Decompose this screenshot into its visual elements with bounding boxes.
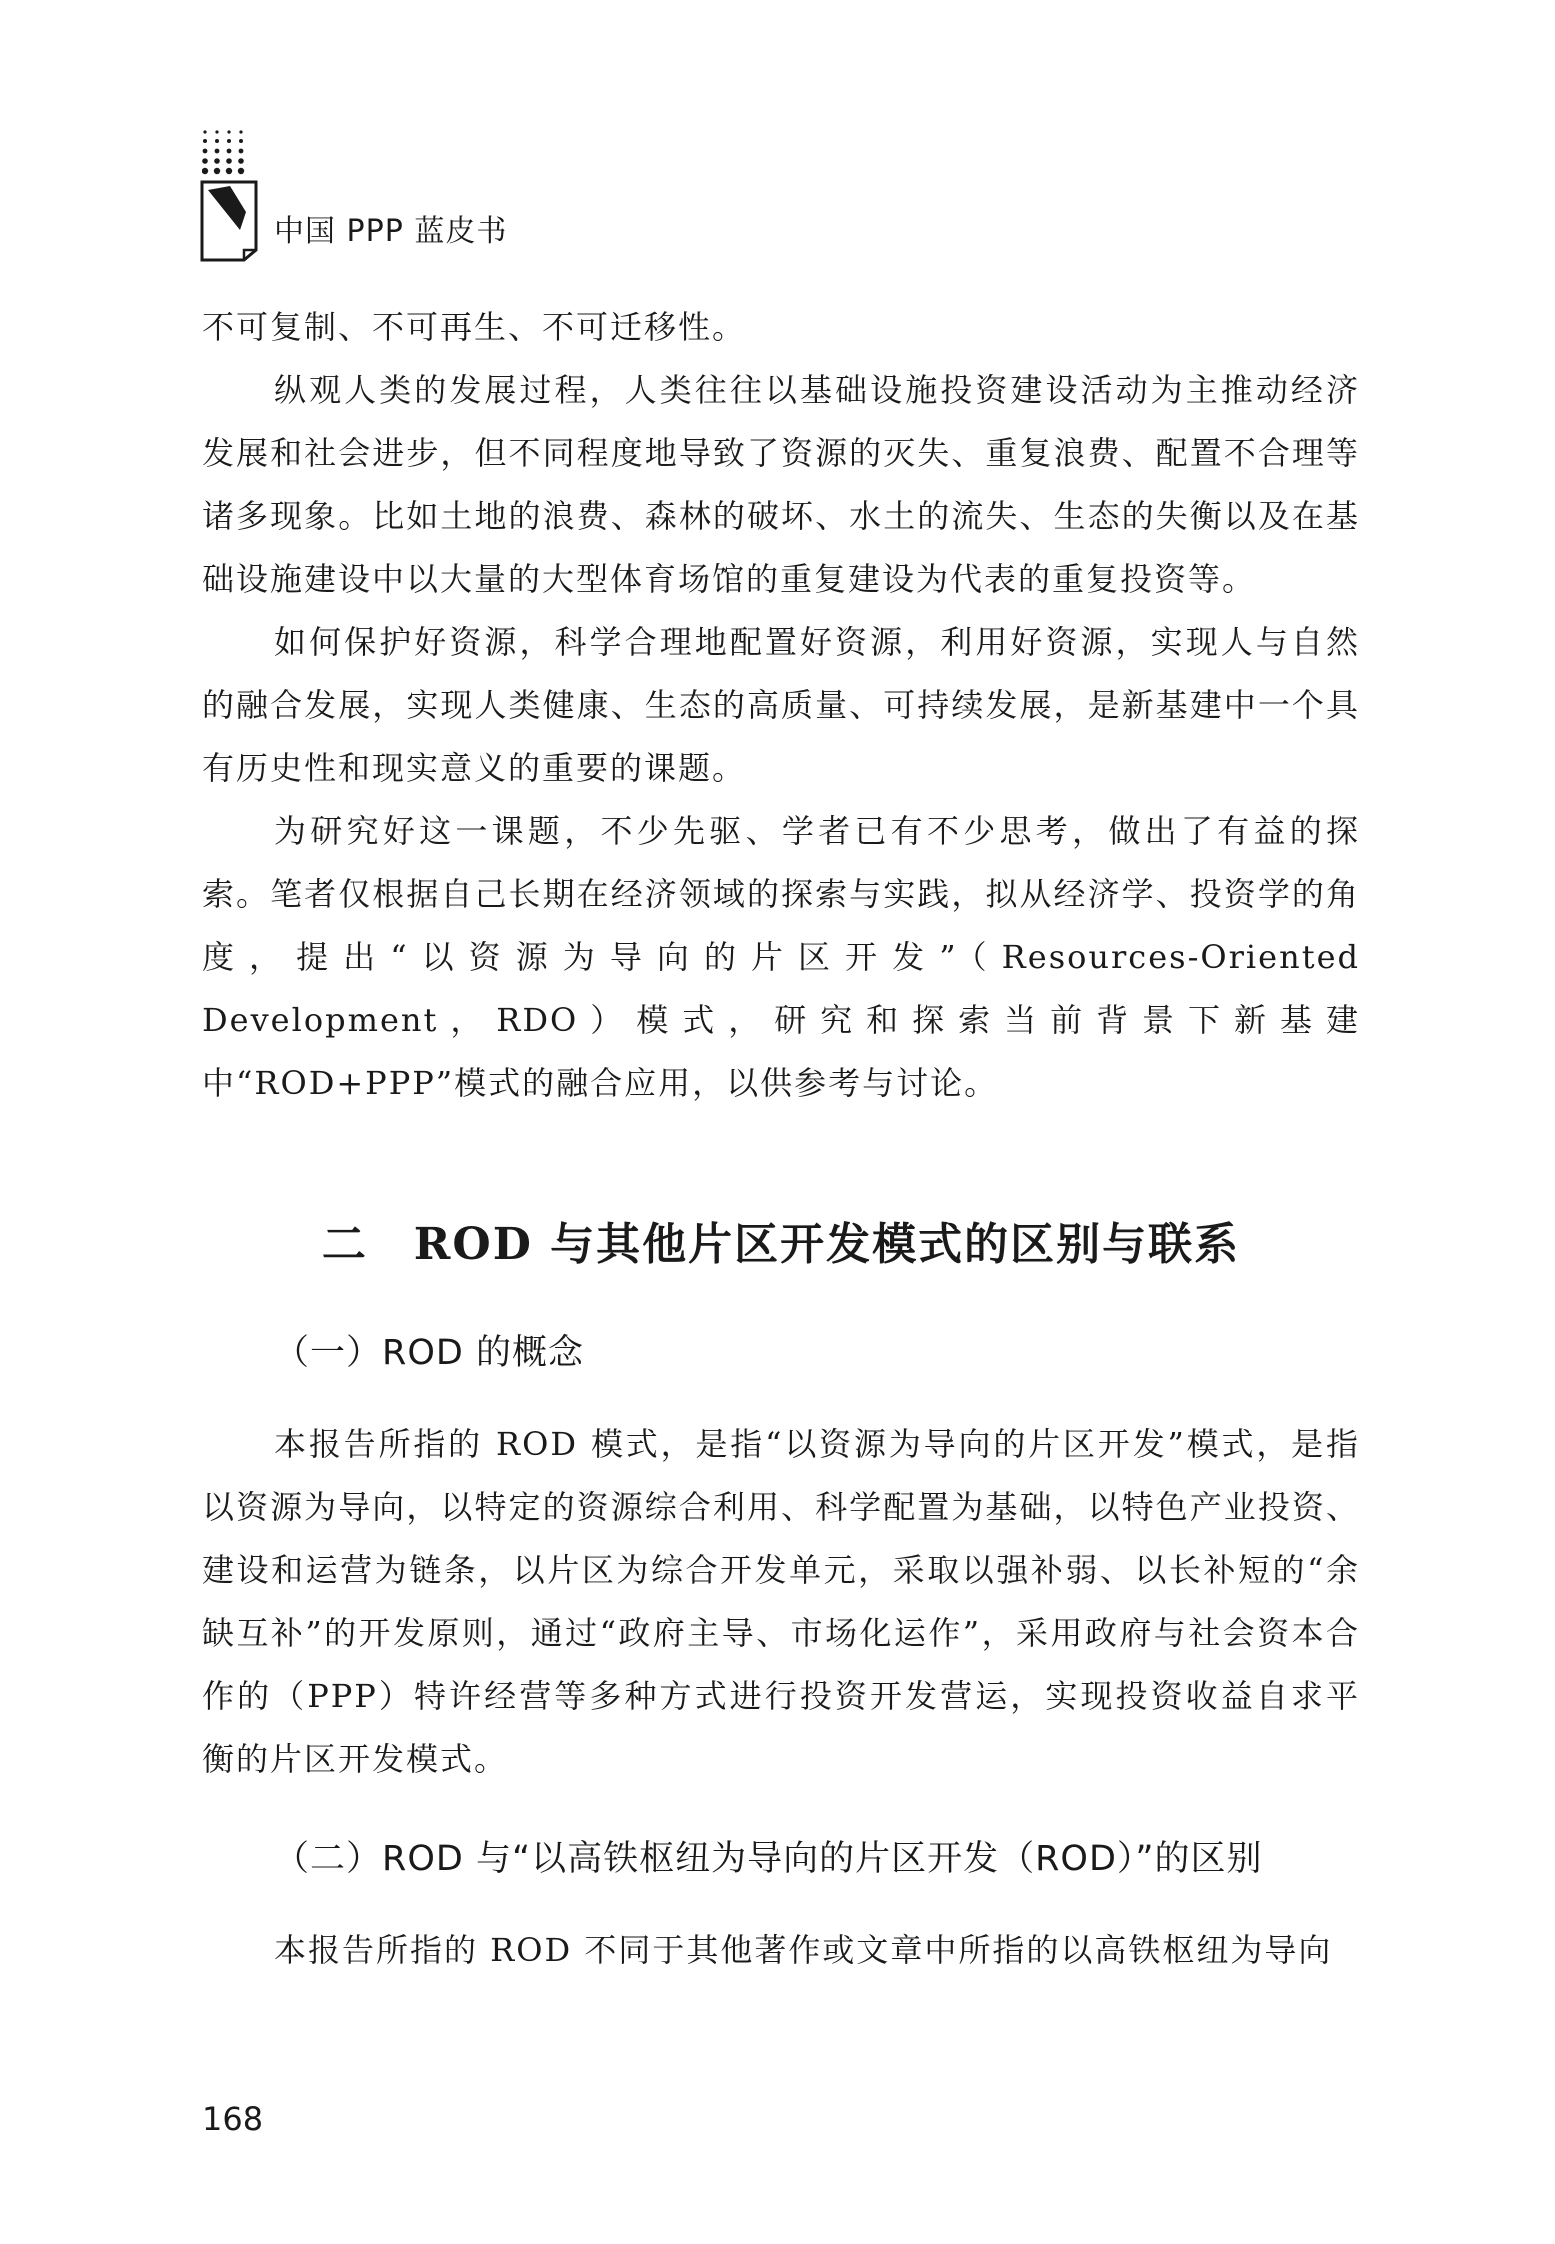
subsection-heading-1: （一）ROD 的概念 bbox=[274, 1333, 584, 1373]
subsection-heading-2: （二）ROD 与“以高铁枢纽为导向的片区开发（ROD）”的区别 bbox=[274, 1839, 1263, 1879]
paragraph-4: 为研究好这一课题，不少先驱、学者已有不少思考，做出了有益的探索。笔者仅根据自己长期在经济领域的探索与实践，拟从经济学、投资学的角度，提出“以资源为导向的片区开发”（Resources-Oriented Development，RDO）模式，研究和探索当前背景下新基建中“ROD+PPP”模式的融合应用，以供参考与讨论。 bbox=[202, 812, 1360, 1102]
subsection-2-paragraph: 本报告所指的 ROD 不同于其他著作或文章中所指的以高铁枢纽为导向 bbox=[274, 1931, 1333, 1969]
running-header bbox=[198, 128, 598, 263]
paragraph-2: 纵观人类的发展过程，人类往往以基础设施投资建设活动为主推动经济发展和社会进步，但不同程度地导致了资源的灭失、重复浪费、配置不合理等诸多现象。比如土地的浪费、森林的破坏、水土的流失、生态的失衡以及在基础设施建设中以大量的大型体育场馆的重复建设为代表的重复投资等。 bbox=[202, 371, 1360, 598]
paragraph-1: 不可复制、不可再生、不可迁移性。 bbox=[202, 308, 747, 346]
page-number: 168 bbox=[202, 2100, 264, 2138]
subsection-1-paragraph: 本报告所指的 ROD 模式，是指“以资源为导向的片区开发”模式，是指以资源为导向，以特定的资源综合利用、科学配置为基础，以特色产业投资、建设和运营为链条，以片区为综合开发单元，采取以强补弱、以长补短的“余缺互补”的开发原则，通过“政府主导、市场化运作”，采用政府与社会资本合作的（PPP）特许经营等多种方式进行投资开发营运，实现投资收益自求平衡的片区开发模式。 bbox=[202, 1425, 1360, 1778]
body-text bbox=[202, 296, 1360, 1982]
dot-grid-ornament bbox=[202, 128, 252, 176]
book-title: 中国 PPP 蓝皮书 bbox=[274, 214, 508, 249]
book-corner-icon bbox=[200, 180, 260, 262]
section-heading: 二 ROD 与其他片区开发模式的区别与联系 bbox=[321, 1219, 1241, 1270]
paragraph-3: 如何保护好资源，科学合理地配置好资源，利用好资源，实现人与自然的融合发展，实现人类健康、生态的高质量、可持续发展，是新基建中一个具有历史性和现实意义的重要的课题。 bbox=[202, 623, 1360, 787]
